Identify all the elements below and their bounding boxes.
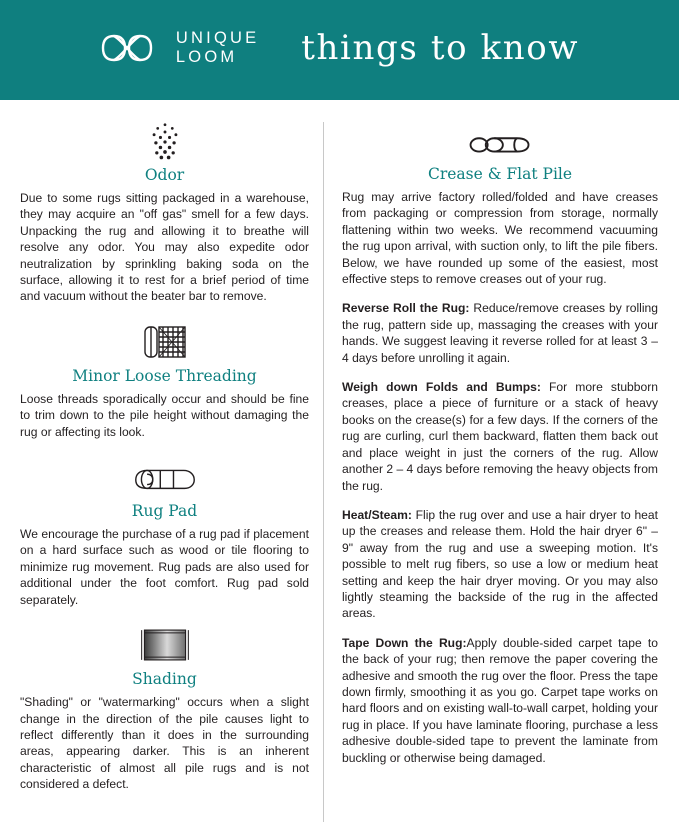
unique-loom-infinity-logo-icon bbox=[100, 28, 162, 68]
header-inner bbox=[100, 28, 579, 68]
brand-wordmark bbox=[176, 29, 259, 67]
page-title: things to know bbox=[301, 28, 580, 68]
tip-heat-steam bbox=[342, 507, 658, 622]
tip-weigh-down-lead: Weigh down Folds and Bumps: bbox=[342, 380, 541, 395]
tip-reverse-roll-text: Reduce/remove creases by rolling the rug, pattern side up, massaging the creases with your hands. We suggest leaving it reverse rolled for at least 3 – 4 days before unrolling it again. bbox=[342, 301, 658, 365]
section-body-rug-pad: We encourage the purchase of a rug pad if placement on a hard surface such as wood or tile flooring to minimize rug movement. Rug pads are also used for additional under the foot comfort. Rug pad sold separately. bbox=[20, 527, 309, 607]
curled-rug-icon bbox=[342, 118, 658, 162]
section-minor-loose-threading bbox=[20, 315, 309, 440]
content-area bbox=[0, 100, 679, 822]
section-odor bbox=[20, 118, 309, 305]
brand-line-2: LOOM bbox=[175, 48, 238, 66]
section-body-odor: Due to some rugs sitting packaged in a warehouse, they may acquire an "off gas" smell for a few days. Unpacking the rug and allowing it to breathe will resolve any odor. You may also expedite odor neutralization by sprinkling baking soda on the surface, allowing it to rest for a brief period of time and vacuum without the beater bar to remove. bbox=[20, 191, 309, 304]
tip-reverse-roll-lead: Reverse Roll the Rug: bbox=[342, 301, 470, 316]
section-title-minor-loose-threading: Minor Loose Threading bbox=[72, 366, 257, 385]
rug-threading-icon bbox=[20, 315, 309, 363]
section-body-minor-loose-threading: Loose threads sporadically occur and should be fine to trim down to the pile height without damaging the rug or affecting its look. bbox=[20, 391, 309, 439]
tip-heat-steam-text: Flip the rug over and use a hair dryer to heat up the creases and release them. Hold the hair dryer 6" – 9" away from the rug and use a sweeping motion. It's possible to melt rug fibers, so use a low or medium heat setting and keep the hair dryer moving. Or you may also lightly steaming the backside of the rug in the affected areas. bbox=[342, 507, 658, 621]
crease-intro-paragraph: Rug may arrive factory rolled/folded and have creases from packaging or compression from storage, normally flattening within two weeks. We recommend vacuuming the rug upon arrival, with suction only, to lift the pile fibers. Below, we have rounded up some of the easiest, most effective steps to remove creases out of your rug. bbox=[342, 190, 658, 287]
section-title-odor: Odor bbox=[144, 166, 185, 184]
tip-heat-steam-lead: Heat/Steam: bbox=[342, 507, 412, 522]
tip-weigh-down-text: For more stubborn creases, place a piece of furniture or a stack of heavy books on the crease(s) for a few days. If the corners of the rug are curling, curl them backward, flatten them back out and place weight in just the corners of the rug. Allow another 2 – 4 days before removing the heavy objects from the rug. bbox=[342, 380, 658, 493]
left-column bbox=[20, 118, 323, 822]
tip-tape-down-lead: Tape Down the Rug: bbox=[342, 635, 467, 650]
brand-lockup bbox=[100, 28, 259, 68]
tip-weigh-down bbox=[342, 379, 658, 494]
rolled-rug-pad-icon bbox=[20, 450, 309, 498]
tip-tape-down-text: Apply double-sided carpet tape to the back of your rug; then remove the paper covering the adhesive and smooth the rug over the floor. Press the tape down firmly, smoothing it as you go. Carpet tape works on hard floors and on existing wall-to-wall carpet, holding your rug in place. If you have laminate flooring, purchase a less adhesive double-sided tape to prevent the laminate from buckling or otherwise being damaged. bbox=[342, 635, 658, 765]
section-title-rug-pad: Rug Pad bbox=[131, 502, 198, 521]
section-rug-pad bbox=[20, 450, 309, 608]
section-shading bbox=[20, 618, 309, 792]
section-body-shading: "Shading" or "watermarking" occurs when a slight change in the direction of the pile causes light to reflect differently than it does in the surrounding areas, appearing darker. This is an inherent characteristic of almost all pile rugs and is not considered a defect. bbox=[20, 695, 309, 792]
right-column bbox=[324, 118, 658, 822]
tip-tape-down bbox=[342, 635, 658, 766]
page-header bbox=[0, 0, 679, 100]
brand-line-1: UNIQUE bbox=[175, 29, 260, 48]
section-title-crease-flat-pile: Crease & Flat Pile bbox=[427, 165, 573, 183]
shaded-rug-icon bbox=[20, 618, 309, 666]
dots-scatter-icon bbox=[20, 118, 309, 162]
tip-reverse-roll bbox=[342, 300, 658, 366]
section-title-shading: Shading bbox=[132, 670, 197, 689]
